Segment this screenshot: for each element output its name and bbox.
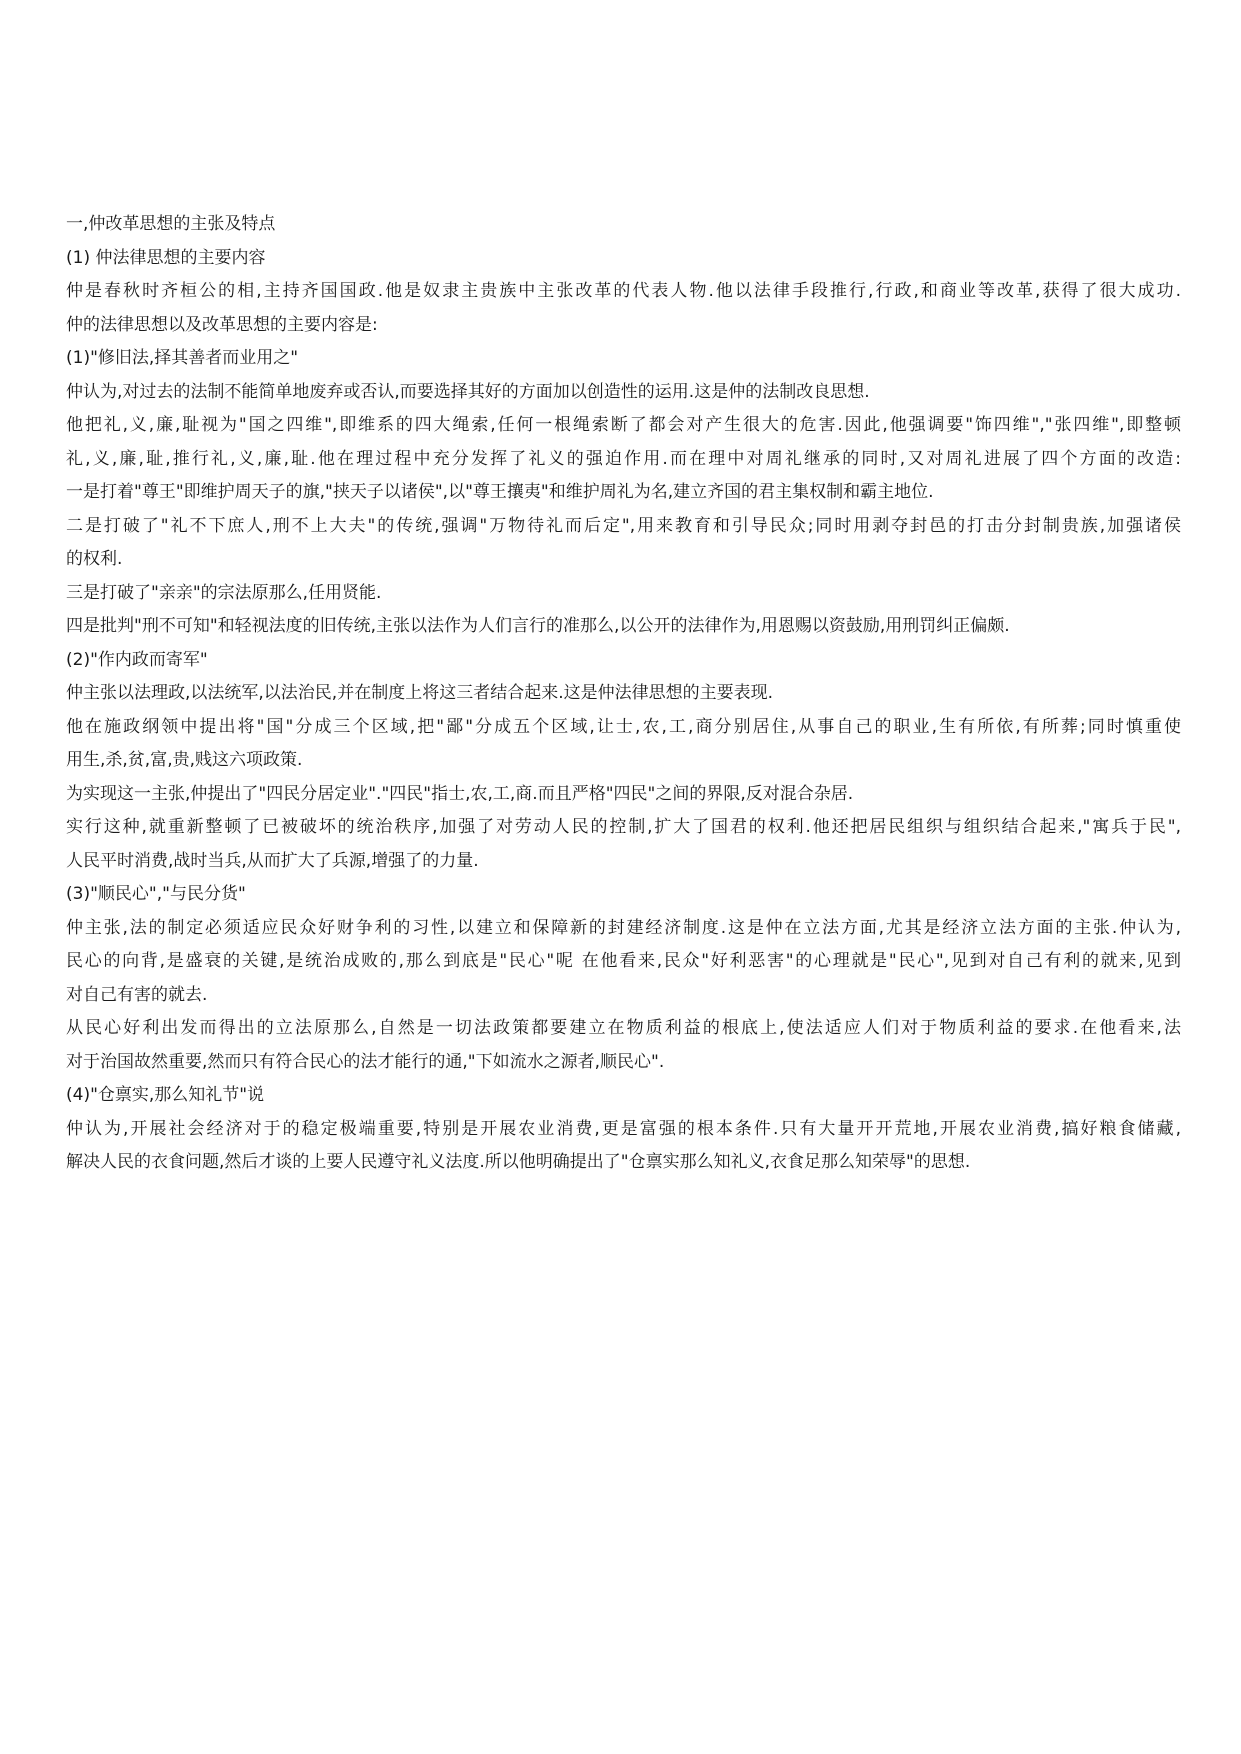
paragraph-line: 他在施政纲领中提出将"国"分成三个区域,把"鄙"分成五个区域,让士,农,工,商分别居住,从事自己的职业,生有所依,有所葬;同时慎重使: [66, 716, 1181, 737]
paragraph-line: 用生,杀,贫,富,贵,贱这六项政策.: [66, 750, 303, 770]
section-heading: 一,仲改革思想的主张及特点: [66, 214, 276, 234]
point-heading: (3)"顺民心","与民分货": [66, 884, 246, 904]
paragraph-line: 对于治国故然重要,然而只有符合民心的法才能行的通,"下如流水之源者,顺民心".: [66, 1051, 665, 1072]
paragraph-line: 礼,义,廉,耻,推行礼,义,廉,耻.他在理过程中充分发挥了礼义的强迫作用.而在理中对周礼继承的同时,又对周礼进展了四个方面的改造:: [66, 448, 1181, 469]
paragraph-line: 仲的法律思想以及改革思想的主要内容是:: [66, 314, 378, 335]
paragraph-line: 仲认为,开展社会经济对于的稳定极端重要,特别是开展农业消费,更是富强的根本条件.只有大量开开荒地,开展农业消费,搞好粮食储藏,: [66, 1118, 1181, 1139]
document-body: [66, 208, 1181, 1180]
paragraph-line: 对自己有害的就去.: [66, 984, 208, 1005]
point-heading: (2)"作内政而寄军": [66, 649, 208, 670]
paragraph-line: 仲主张,法的制定必须适应民众好财争利的习性,以建立和保障新的封建经济制度.这是仲在立法方面,尤其是经济立法方面的主张.仲认为,: [66, 917, 1181, 938]
paragraph-line: 仲认为,对过去的法制不能简单地废弃或否认,而要选择其好的方面加以创造性的运用.这是仲的法制改良思想.: [66, 381, 870, 402]
paragraph-line: 为实现这一主张,仲提出了"四民分居定业"."四民"指士,农,工,商.而且严格"四民"之间的界限,反对混合杂居.: [66, 783, 854, 804]
point-heading: (4)"仓禀实,那么知礼节"说: [66, 1085, 265, 1105]
subsection-heading: (1) 仲法律思想的主要内容: [66, 247, 266, 268]
paragraph-line: 人民平时消费,战时当兵,从而扩大了兵源,增强了的力量.: [66, 850, 479, 871]
paragraph-line: 四是批判"刑不可知"和轻视法度的旧传统,主张以法作为人们言行的准那么,以公开的法律作为,用恩赐以资鼓励,用刑罚纠正偏颇.: [66, 616, 1010, 636]
paragraph-line: 二是打破了"礼不下庶人,刑不上大夫"的传统,强调"万物待礼而后定",用来教育和引导民众;同时用剥夺封邑的打击分封制贵族,加强诸侯: [66, 515, 1181, 536]
paragraph-line: 仲主张以法理政,以法统军,以法治民,并在制度上将这三者结合起来.这是仲法律思想的主要表现.: [66, 683, 774, 703]
paragraph-line: 从民心好利出发而得出的立法原那么,自然是一切法政策都要建立在物质利益的根底上,使法适应人们对于物质利益的要求.在他看来,法: [66, 1018, 1181, 1038]
point-heading: (1)"修旧法,择其善者而业用之": [66, 348, 299, 368]
paragraph-line: 民心的向背,是盛衰的关键,是统治成败的,那么到底是"民心"呢 在他看来,民众"好利恶害"的心理就是"民心",见到对自己有利的就来,见到: [66, 951, 1181, 971]
paragraph-line: 解决人民的衣食问题,然后才谈的上要人民遵守礼义法度.所以他明确提出了"仓禀实那么知礼义,衣食足那么知荣辱"的思想.: [66, 1152, 971, 1172]
paragraph-line: 一是打着"尊王"即维护周天子的旗,"挟天子以诸侯",以"尊王攘夷"和维护周礼为名,建立齐国的君主集权制和霸主地位.: [66, 482, 934, 502]
paragraph-line: 他把礼,义,廉,耻视为"国之四维",即维系的四大绳索,任何一根绳索断了都会对产生很大的危害.因此,他强调要"饰四维","张四维",即整顿: [66, 415, 1181, 435]
paragraph-line: 的权利.: [66, 549, 123, 569]
paragraph-line: 仲是春秋时齐桓公的相,主持齐国国政.他是奴隶主贵族中主张改革的代表人物.他以法律手段推行,行政,和商业等改革,获得了很大成功.: [66, 281, 1181, 301]
paragraph-line: 实行这种,就重新整顿了已被破坏的统治秩序,加强了对劳动人民的控制,扩大了国君的权利.他还把居民组织与组织结合起来,"寓兵于民",: [66, 817, 1181, 837]
paragraph-line: 三是打破了"亲亲"的宗法原那么,任用贤能.: [66, 582, 382, 603]
